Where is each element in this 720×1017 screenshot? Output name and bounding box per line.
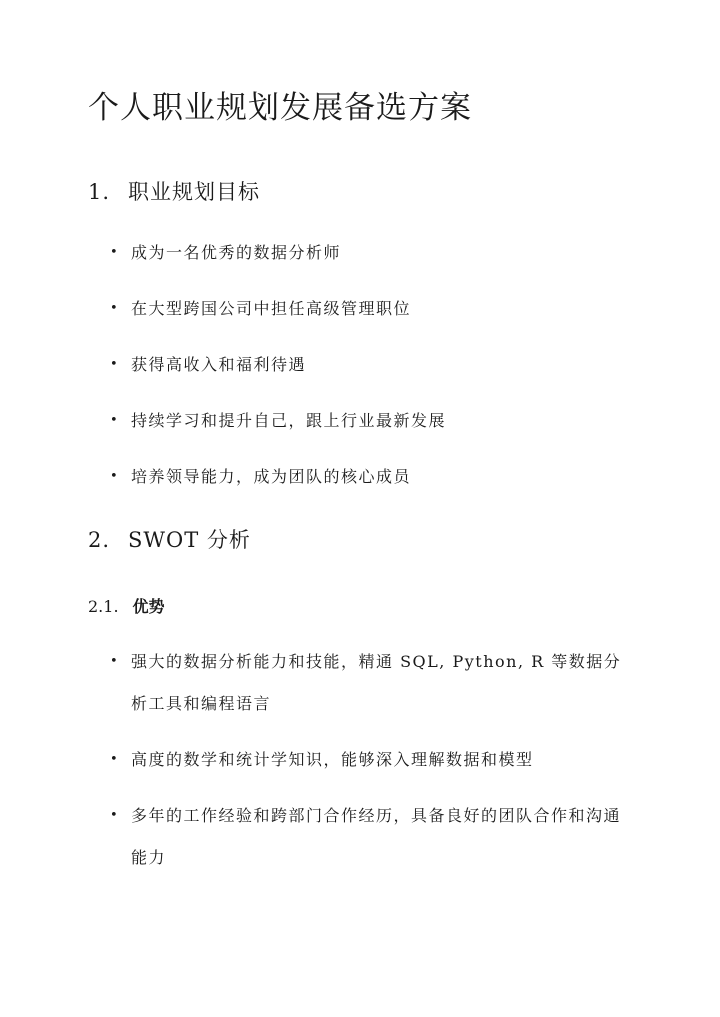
bullet-icon: • — [110, 654, 120, 669]
subsection-2-1-number: 2.1. — [88, 597, 119, 616]
bullet-icon: • — [110, 413, 120, 428]
section-2-number: 2. — [88, 528, 111, 552]
list-item: • 强大的数据分析能力和技能，精通 SQL, Python, R 等数据分析工具和编程语言 — [110, 641, 630, 725]
list-item: • 持续学习和提升自己，跟上行业最新发展 — [110, 400, 630, 442]
list-item: • 在大型跨国公司中担任高级管理职位 — [110, 288, 630, 330]
list-item: • 高度的数学和统计学知识，能够深入理解数据和模型 — [110, 739, 630, 781]
section-2-title: SWOT 分析 — [128, 528, 251, 552]
list-item: • 成为一名优秀的数据分析师 — [110, 232, 630, 274]
section-2-heading — [88, 524, 251, 554]
section-1-title: 职业规划目标 — [128, 180, 261, 204]
subsection-2-1-title: 优势 — [132, 597, 165, 616]
section-1-number: 1. — [88, 180, 111, 204]
bullet-icon: • — [110, 301, 120, 316]
list-item: • 获得高收入和福利待遇 — [110, 344, 630, 386]
bullet-icon: • — [110, 357, 120, 372]
document-title: 个人职业规划发展备选方案 — [88, 90, 472, 126]
list-item: • 培养领导能力，成为团队的核心成员 — [110, 456, 630, 498]
bullet-icon: • — [110, 245, 120, 260]
subsection-2-1-heading — [88, 594, 165, 617]
list-item: • 多年的工作经验和跨部门合作经历，具备良好的团队合作和沟通能力 — [110, 795, 630, 879]
section-1-heading — [88, 176, 260, 206]
bullet-icon: • — [110, 752, 120, 767]
bullet-icon: • — [110, 808, 120, 823]
bullet-icon: • — [110, 469, 120, 484]
